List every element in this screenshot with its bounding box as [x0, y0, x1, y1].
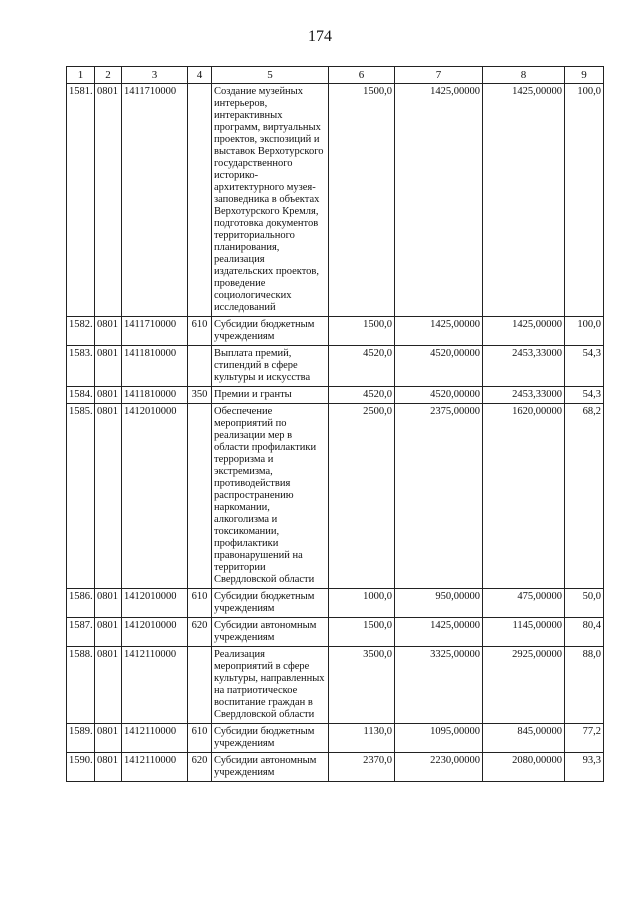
approved-amount: 4520,00000 — [395, 346, 483, 387]
expense-type-code: 620 — [188, 753, 212, 782]
item-name: Создание музейных интерьеров, интерактивных программ, виртуальных проектов, экспозиций и выставок Верхотурского государственного историко-архитектурного музея-заповедника в объектах Верхотурского Кремля, подготовка документов территориального планирования, реализация издательских проектов, проведение социологических исследований — [212, 84, 329, 317]
approved-amount: 950,00000 — [395, 589, 483, 618]
target-code: 1411810000 — [122, 387, 188, 404]
item-name: Субсидии автономным учреждениям — [212, 753, 329, 782]
expense-type-code — [188, 404, 212, 589]
target-code: 1411710000 — [122, 84, 188, 317]
page-number: 174 — [308, 28, 332, 45]
section-code: 0801 — [95, 404, 122, 589]
row-number: 1584. — [67, 387, 95, 404]
section-code: 0801 — [95, 618, 122, 647]
item-name: Реализация мероприятий в сфере культуры, направленных на патриотическое воспитание граждан в Свердловской области — [212, 647, 329, 724]
planned-amount: 1500,0 — [329, 618, 395, 647]
expense-type-code: 610 — [188, 317, 212, 346]
execution-percent: 100,0 — [565, 317, 604, 346]
row-number: 1581. — [67, 84, 95, 317]
planned-amount: 1000,0 — [329, 589, 395, 618]
column-header: 2 — [95, 67, 122, 84]
section-code: 0801 — [95, 317, 122, 346]
expense-type-code: 610 — [188, 724, 212, 753]
approved-amount: 4520,00000 — [395, 387, 483, 404]
column-header: 9 — [565, 67, 604, 84]
expense-type-code: 350 — [188, 387, 212, 404]
execution-percent: 100,0 — [565, 84, 604, 317]
target-code: 1411810000 — [122, 346, 188, 387]
section-code: 0801 — [95, 647, 122, 724]
column-header: 4 — [188, 67, 212, 84]
planned-amount: 3500,0 — [329, 647, 395, 724]
execution-percent: 68,2 — [565, 404, 604, 589]
executed-amount: 1145,00000 — [483, 618, 565, 647]
item-name: Субсидии автономным учреждениям — [212, 618, 329, 647]
column-header: 6 — [329, 67, 395, 84]
planned-amount: 4520,0 — [329, 346, 395, 387]
approved-amount: 2375,00000 — [395, 404, 483, 589]
approved-amount: 1425,00000 — [395, 618, 483, 647]
target-code: 1412010000 — [122, 618, 188, 647]
execution-percent: 93,3 — [565, 753, 604, 782]
section-code: 0801 — [95, 387, 122, 404]
approved-amount: 1425,00000 — [395, 84, 483, 317]
target-code: 1412010000 — [122, 404, 188, 589]
row-number: 1585. — [67, 404, 95, 589]
approved-amount: 1095,00000 — [395, 724, 483, 753]
item-name: Субсидии бюджетным учреждениям — [212, 724, 329, 753]
section-code: 0801 — [95, 346, 122, 387]
section-code: 0801 — [95, 724, 122, 753]
table-row — [67, 753, 604, 782]
table-row — [67, 724, 604, 753]
planned-amount: 1500,0 — [329, 84, 395, 317]
expense-type-code — [188, 346, 212, 387]
target-code: 1412010000 — [122, 589, 188, 618]
table-row — [67, 84, 604, 317]
table-row — [67, 387, 604, 404]
execution-percent: 88,0 — [565, 647, 604, 724]
approved-amount: 1425,00000 — [395, 317, 483, 346]
row-number: 1588. — [67, 647, 95, 724]
execution-percent: 80,4 — [565, 618, 604, 647]
planned-amount: 1130,0 — [329, 724, 395, 753]
execution-percent: 54,3 — [565, 387, 604, 404]
executed-amount: 1620,00000 — [483, 404, 565, 589]
item-name: Субсидии бюджетным учреждениям — [212, 589, 329, 618]
target-code: 1411710000 — [122, 317, 188, 346]
row-number: 1582. — [67, 317, 95, 346]
table-row — [67, 404, 604, 589]
table-row — [67, 317, 604, 346]
row-number: 1583. — [67, 346, 95, 387]
planned-amount: 2500,0 — [329, 404, 395, 589]
table-row — [67, 346, 604, 387]
item-name: Субсидии бюджетным учреждениям — [212, 317, 329, 346]
section-code: 0801 — [95, 84, 122, 317]
target-code: 1412110000 — [122, 753, 188, 782]
target-code: 1412110000 — [122, 647, 188, 724]
expense-type-code — [188, 647, 212, 724]
executed-amount: 2453,33000 — [483, 346, 565, 387]
expense-type-code: 610 — [188, 589, 212, 618]
row-number: 1589. — [67, 724, 95, 753]
executed-amount: 2925,00000 — [483, 647, 565, 724]
item-name: Премии и гранты — [212, 387, 329, 404]
executed-amount: 1425,00000 — [483, 317, 565, 346]
section-code: 0801 — [95, 589, 122, 618]
approved-amount: 3325,00000 — [395, 647, 483, 724]
item-name: Обеспечение мероприятий по реализации мер в области профилактики терроризма и экстремизма, противодействия распространению наркомании, алкоголизма и токсикомании, профилактики правонарушений на территории Свердловской области — [212, 404, 329, 589]
table-row — [67, 589, 604, 618]
table-row — [67, 647, 604, 724]
execution-percent: 54,3 — [565, 346, 604, 387]
row-number: 1587. — [67, 618, 95, 647]
execution-percent: 77,2 — [565, 724, 604, 753]
header-row — [67, 67, 604, 84]
expense-type-code — [188, 84, 212, 317]
column-header: 8 — [483, 67, 565, 84]
column-header: 7 — [395, 67, 483, 84]
executed-amount: 2453,33000 — [483, 387, 565, 404]
column-header: 1 — [67, 67, 95, 84]
row-number: 1586. — [67, 589, 95, 618]
approved-amount: 2230,00000 — [395, 753, 483, 782]
section-code: 0801 — [95, 753, 122, 782]
executed-amount: 1425,00000 — [483, 84, 565, 317]
planned-amount: 2370,0 — [329, 753, 395, 782]
planned-amount: 4520,0 — [329, 387, 395, 404]
executed-amount: 475,00000 — [483, 589, 565, 618]
target-code: 1412110000 — [122, 724, 188, 753]
item-name: Выплата премий, стипендий в сфере культуры и искусства — [212, 346, 329, 387]
executed-amount: 2080,00000 — [483, 753, 565, 782]
planned-amount: 1500,0 — [329, 317, 395, 346]
budget-table — [66, 66, 604, 782]
table-row — [67, 618, 604, 647]
expense-type-code: 620 — [188, 618, 212, 647]
executed-amount: 845,00000 — [483, 724, 565, 753]
execution-percent: 50,0 — [565, 589, 604, 618]
column-header: 3 — [122, 67, 188, 84]
row-number: 1590. — [67, 753, 95, 782]
column-header: 5 — [212, 67, 329, 84]
